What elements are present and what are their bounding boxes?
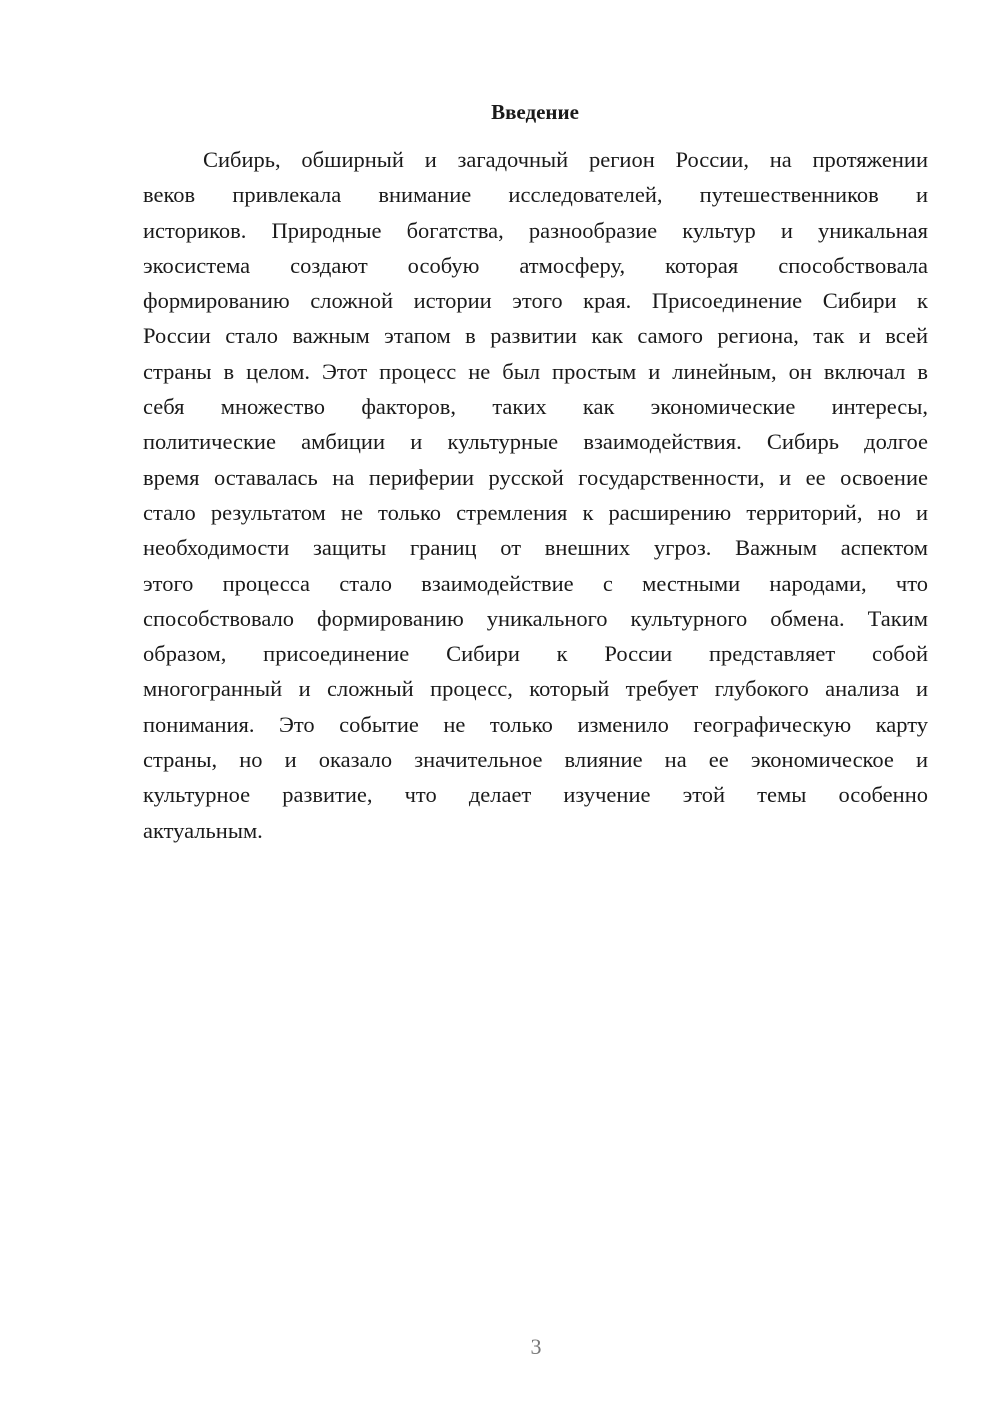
- paragraph-line: необходимости защиты границ от внешних угроз. Важным аспектом: [143, 535, 928, 561]
- paragraph-line: историков. Природные богатства, разнообразие культур и уникальная: [143, 217, 928, 243]
- intro-paragraph: [143, 142, 928, 848]
- paragraph-line: культурное развитие, что делает изучение этой темы особенно: [143, 782, 928, 808]
- section-heading: Введение: [491, 100, 579, 124]
- paragraph-line: образом, присоединение Сибири к России представляет собой: [143, 641, 928, 667]
- page-number: 3: [530, 1334, 542, 1359]
- paragraph-line: способствовало формированию уникального культурного обмена. Таким: [143, 605, 928, 631]
- paragraph-line: время оставалась на периферии русской государственности, и ее освоение: [143, 464, 928, 490]
- paragraph-line: этого процесса стало взаимодействие с местными народами, что: [143, 570, 928, 596]
- paragraph-line: многогранный и сложный процесс, который требует глубокого анализа и: [143, 676, 928, 702]
- paragraph-line: Сибирь, обширный и загадочный регион России, на протяжении: [203, 147, 928, 172]
- paragraph-line: стало результатом не только стремления к расширению территорий, но и: [143, 499, 928, 525]
- paragraph-line: себя множество факторов, таких как экономические интересы,: [143, 394, 928, 420]
- paragraph-line: веков привлекала внимание исследователей, путешественников и: [143, 182, 928, 208]
- paragraph-line: актуальным.: [143, 817, 263, 843]
- paragraph-line: экосистема создают особую атмосферу, которая способствовала: [143, 252, 928, 278]
- paragraph-line: формированию сложной истории этого края. Присоединение Сибири к: [143, 288, 928, 314]
- paragraph-line: политические амбиции и культурные взаимодействия. Сибирь долгое: [143, 429, 928, 455]
- paragraph-line: страны, но и оказало значительное влияние на ее экономическое и: [143, 747, 928, 773]
- paragraph-line: страны в целом. Этот процесс не был простым и линейным, он включал в: [143, 358, 928, 384]
- paragraph-line: России стало важным этапом в развитии как самого региона, так и всей: [143, 323, 928, 349]
- paragraph-line: понимания. Это событие не только изменило географическую карту: [143, 711, 928, 737]
